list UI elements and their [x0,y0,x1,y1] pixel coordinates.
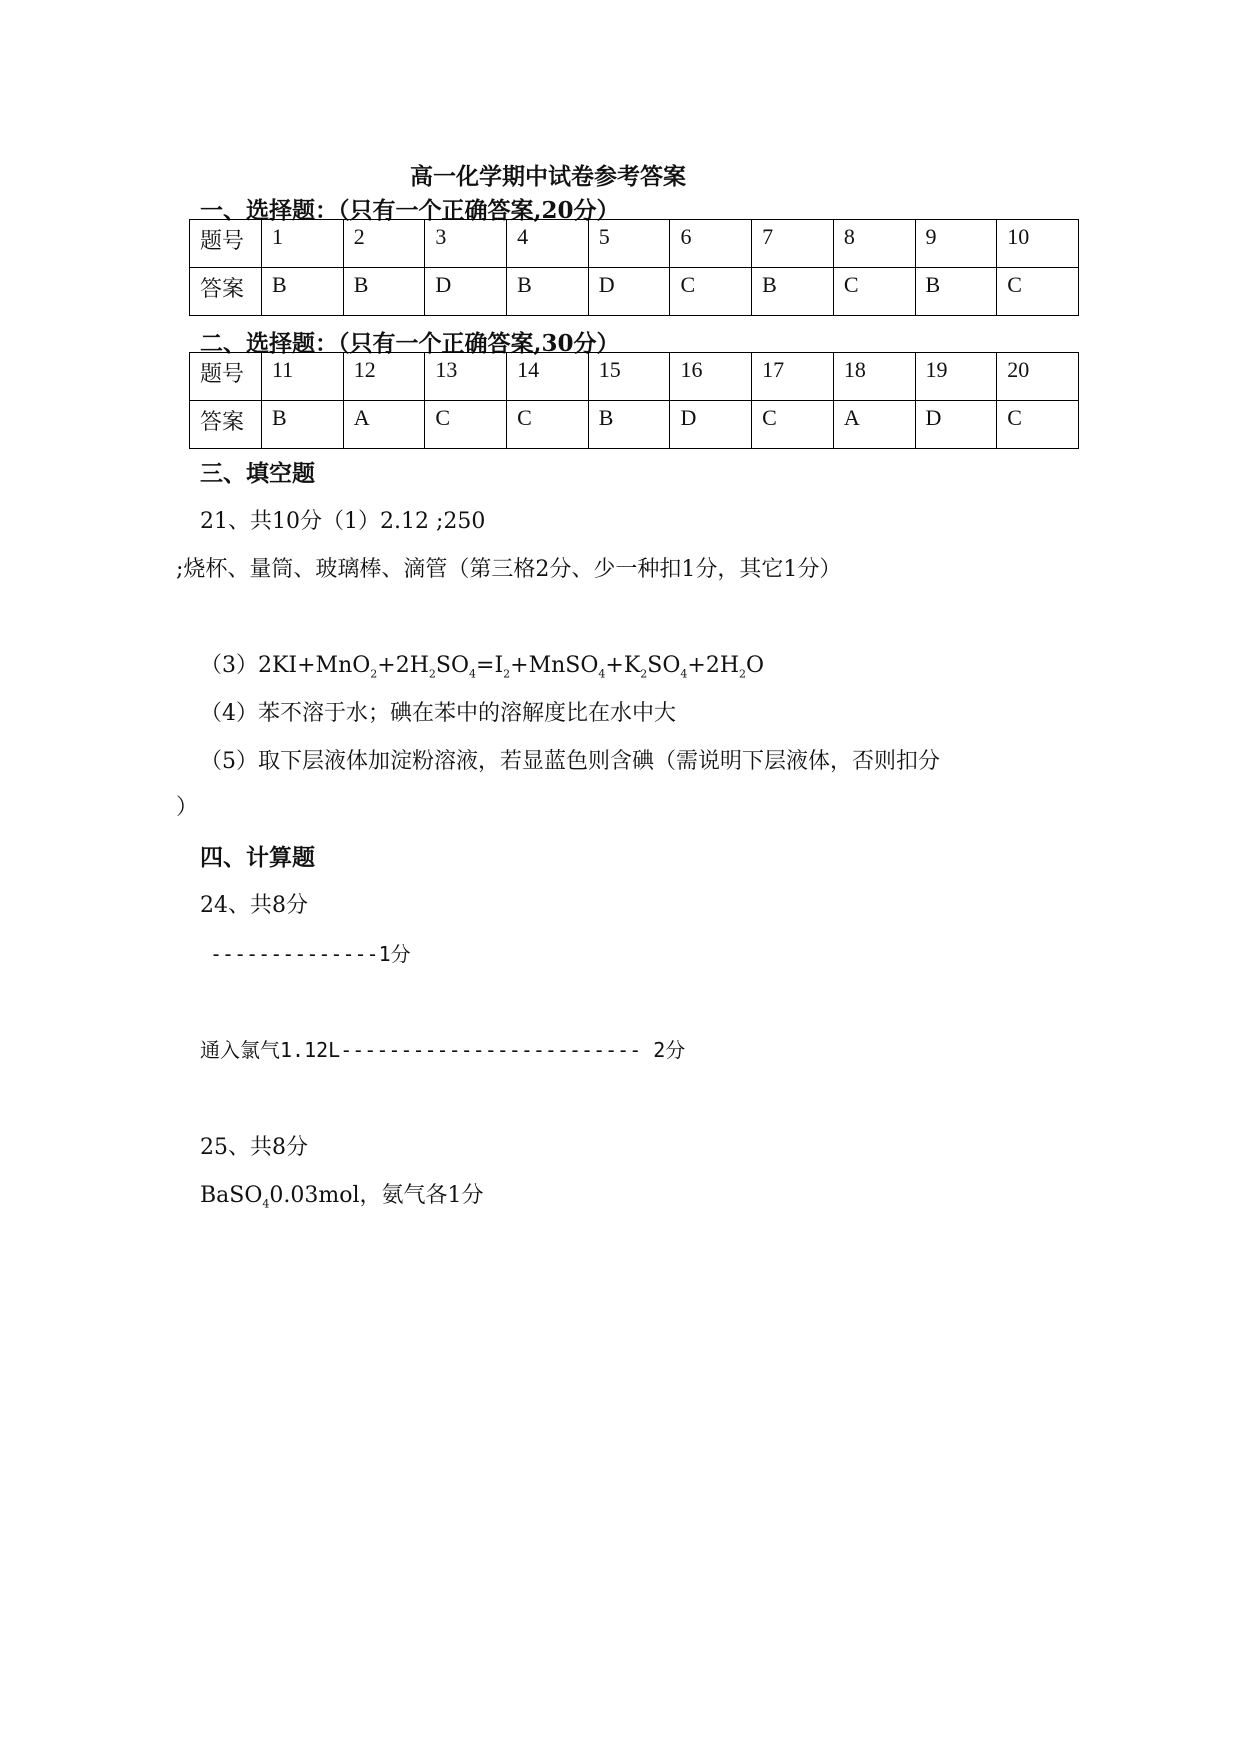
q24-line1: --------------1分 [210,942,411,966]
row-label: 答案 [190,401,262,449]
question-cell: 7 [752,220,834,268]
question-cell: 9 [915,220,997,268]
row-label: 题号 [190,220,262,268]
question-cell: 2 [343,220,425,268]
section4-heading: 四、计算题 [200,844,315,871]
question-cell: 1 [262,220,344,268]
question-cell: 16 [670,353,752,401]
question-cell: 4 [507,220,589,268]
question-cell: 20 [997,353,1079,401]
table-row-questions [190,220,1079,268]
answer-cell: C [833,268,915,316]
answer-cell: B [588,401,670,449]
q24-line2: 通入氯气1.12L------------------------- 2分 [200,1038,686,1062]
q21-line1: 21、共10分（1）2.12 ;250 [200,509,486,534]
answer-cell: C [670,268,752,316]
question-cell: 14 [507,353,589,401]
answer-cell: B [915,268,997,316]
answer-table-2 [189,352,1079,449]
question-cell: 10 [997,220,1079,268]
question-cell: 17 [752,353,834,401]
q21-part5-end: ） [176,795,199,820]
q25-title: 25、共8分 [200,1135,308,1160]
q21-line2: ;烧杯、量筒、玻璃棒、滴管（第三格2分、少一种扣1分，其它1分） [176,557,842,582]
answer-cell: D [425,268,507,316]
question-cell: 15 [588,353,670,401]
question-cell: 8 [833,220,915,268]
answer-cell: C [507,401,589,449]
question-cell: 18 [833,353,915,401]
question-cell: 19 [915,353,997,401]
answer-cell: D [670,401,752,449]
table-row-answers [190,401,1079,449]
section2-heading: 二、选择题：（只有一个正确答案,30分） [200,330,620,357]
question-cell: 3 [425,220,507,268]
answer-cell: A [833,401,915,449]
answer-cell: D [915,401,997,449]
q24-title: 24、共8分 [200,893,308,918]
table-row-questions [190,353,1079,401]
q25-line: BaSO$_4$0.03mol，氨气各1分 [200,1183,484,1211]
answer-cell: D [588,268,670,316]
q21-part3-equation: $(3)2KI+MnO_2+2H_2SO_4=I_2+MnSO_4+K_2SO_4+2H_2O$ [200,653,765,681]
question-cell: 13 [425,353,507,401]
answer-cell: B [262,401,344,449]
answer-cell: B [343,268,425,316]
answer-cell: C [997,401,1079,449]
answer-cell: C [997,268,1079,316]
question-cell: 12 [343,353,425,401]
question-cell: 5 [588,220,670,268]
row-label: 答案 [190,268,262,316]
answer-cell: C [752,401,834,449]
page-title: 高一化学期中试卷参考答案 [410,163,686,190]
answer-table-1 [189,219,1079,316]
table-row-answers [190,268,1079,316]
answer-cell: B [507,268,589,316]
question-cell: 11 [262,353,344,401]
question-cell: 6 [670,220,752,268]
section3-heading: 三、填空题 [200,460,315,487]
section1-heading: 一、选择题：（只有一个正确答案,20分） [200,197,620,224]
answer-cell: C [425,401,507,449]
answer-cell: A [343,401,425,449]
answer-cell: B [262,268,344,316]
answer-cell: B [752,268,834,316]
q21-part4: （4）苯不溶于水；碘在苯中的溶解度比在水中大 [200,701,676,726]
row-label: 题号 [190,353,262,401]
q21-part5: （5）取下层液体加淀粉溶液，若显蓝色则含碘（需说明下层液体，否则扣分 [200,749,940,774]
